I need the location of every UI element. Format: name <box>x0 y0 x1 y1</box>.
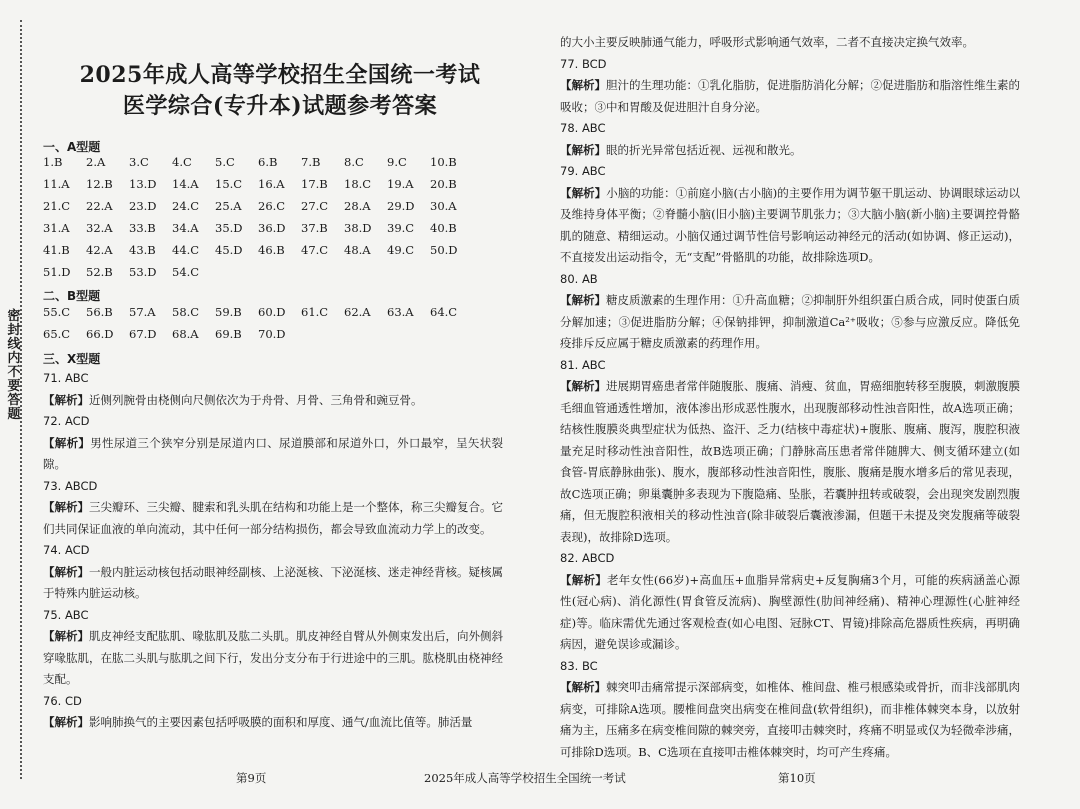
answer-item: 49.C <box>387 243 415 257</box>
answer-item: 17.B <box>301 177 328 191</box>
answer-item: 61.C <box>301 305 329 319</box>
question-explanation <box>560 570 1020 656</box>
answer-item: 38.D <box>344 221 372 235</box>
x-answers-left <box>43 368 503 734</box>
question-answer: 79. ABC <box>560 164 606 178</box>
question-explanation <box>560 677 1020 763</box>
analysis-tag: 【解析】 <box>43 564 89 579</box>
answer-item: 47.C <box>301 243 329 257</box>
question-answer: 75. ABC <box>43 607 89 622</box>
answer-item: 12.B <box>86 177 113 191</box>
answer-item: 58.C <box>172 305 200 319</box>
explanation-text: 一般内脏运动核包括动眼神经副核、上泌涎核、下泌涎核、迷走神经背核。疑核属于特殊内脏运动核。 <box>43 564 503 600</box>
answer-item: 40.B <box>430 221 457 235</box>
answer-item: 69.B <box>215 327 242 341</box>
answer-item: 25.A <box>215 199 242 213</box>
answer-item: 3.C <box>129 155 149 169</box>
question-answer: 83. BC <box>560 658 598 673</box>
question-item <box>560 355 1020 549</box>
binding-note: 密封线内不要答题 <box>7 309 21 422</box>
document-subtitle: 医学综合(专升本)试题参考答案 <box>122 93 438 119</box>
answer-item: 62.A <box>344 305 371 319</box>
explanation-text: 眼的折光异常包括近视、远视和散光。 <box>606 142 802 157</box>
question-item <box>43 605 503 691</box>
explanation-text: 男性尿道三个狭窄分别是尿道内口、尿道膜部和尿道外口，外口最窄，呈矢状裂隙。 <box>43 435 504 471</box>
answer-item: 20.B <box>430 177 457 191</box>
answer-item: 8.C <box>344 155 364 169</box>
explanation-text: 进展期胃癌患者常伴随腹胀、腹痛、消瘦、贫血，胃癌细胞转移至腹膜，刺激腹膜毛细血管通透性增加，液体渗出形成恶性腹水，出现腹部移动性浊音阳性，故A选项正确；结核性腹膜炎典型症状为低热、盗汗、乏力(结核中毒症状)+腹胀、腹痛、腹泻，腹腔积液量充足时移动性浊音阳性，故B选项正确；门静脉高压患者常伴随脾大、侧支循环建立(如食管-胃底静脉曲张)、腹水，腹部移动性浊音阳性，腹胀、腹痛是腹水增多后的常见表现，故C选项正确；卵巢囊肿多表现为下腹隐痛、坠胀，若囊肿扭转或破裂，会出现突发剧烈腹痛，但无腹腔积液相关的移动性浊音(除非破裂后囊液渗漏，但题干未提及突发腹痛等破裂表现)，故排除D选项。 <box>560 379 1020 544</box>
left-page <box>0 0 520 809</box>
section-x-heading: 三、X型题 <box>43 352 101 366</box>
answer-item: 37.B <box>301 221 328 235</box>
answer-item: 66.D <box>86 327 114 341</box>
question-explanation <box>560 376 1020 548</box>
answer-item: 63.A <box>387 305 414 319</box>
analysis-tag: 【解析】 <box>560 572 607 587</box>
answer-item: 59.B <box>215 305 242 319</box>
answer-item: 9.C <box>387 155 407 169</box>
question-explanation <box>43 433 503 476</box>
section-b-heading: 二、B型题 <box>43 289 101 303</box>
question-explanation <box>43 562 503 605</box>
question-answer: 74. ACD <box>43 543 90 557</box>
question-explanation <box>560 140 1020 162</box>
answer-item: 55.C <box>43 305 71 319</box>
analysis-tag: 【解析】 <box>560 142 606 157</box>
answer-item: 51.D <box>43 265 71 279</box>
analysis-tag: 【解析】 <box>560 78 606 92</box>
question-answer: 71. ABC <box>43 371 89 385</box>
explanation-text: 三尖瓣环、三尖瓣、腱索和乳头肌在结构和功能上是一个整体，称三尖瓣复合。它们共同保证血液的单向流动，其中任何一部分结构损伤，都会导致血流动力学上的改变。 <box>43 500 503 536</box>
document-title: 2025年成人高等学校招生全国统一考试 <box>79 62 481 88</box>
question-answer: 73. ABCD <box>43 478 98 493</box>
question-explanation <box>43 626 503 691</box>
answer-item: 46.B <box>258 243 285 257</box>
answer-item: 27.C <box>301 199 329 213</box>
answer-item: 28.A <box>344 199 371 213</box>
page-number-10: 第10页 <box>778 771 816 785</box>
answer-item: 43.B <box>129 243 156 257</box>
answer-item: 29.D <box>387 199 415 213</box>
analysis-tag: 【解析】 <box>43 435 91 450</box>
answer-item: 5.C <box>215 155 235 169</box>
explanation-text: 近侧列腕骨由桡侧向尺侧依次为于舟骨、月骨、三角骨和豌豆骨。 <box>89 392 423 407</box>
answer-item: 45.D <box>215 243 243 257</box>
answer-item: 64.C <box>430 305 458 319</box>
explanation-text: 棘突叩击痛常提示深部病变，如椎体、椎间盘、椎弓根感染或骨折，而非浅部肌肉病变，可排除A选项。腰椎间盘突出病变在椎间盘(软骨组织)，而非椎体棘突本身，以放射痛为主，压痛多在病变椎间隙的棘突旁，直接叩击棘突时，疼痛不明显或仅为轻微牵涉痛，可排除D选项。B、C选项在直接叩击椎体棘突时，均可产生疼痛。 <box>560 680 1020 759</box>
answer-item: 13.D <box>129 177 157 191</box>
answer-item: 48.A <box>344 243 371 257</box>
answer-item: 70.D <box>258 327 286 341</box>
answer-item: 52.B <box>86 265 113 279</box>
answer-item: 68.A <box>172 327 199 341</box>
answer-item: 26.C <box>258 199 286 213</box>
answer-item: 11.A <box>43 177 70 191</box>
question-answer: 72. ACD <box>43 414 90 428</box>
answer-item: 18.C <box>344 177 372 191</box>
question-explanation <box>43 497 503 540</box>
explanation-text: 肌皮神经支配肱肌、喙肱肌及肱二头肌。肌皮神经自臂从外侧束发出后，向外侧斜穿喙肱肌，在肱二头肌与肱肌之间下行，发出分支分布于行进途中的三肌。肱桡肌由桡神经支配。 <box>43 629 503 686</box>
answer-item: 36.D <box>258 221 286 235</box>
explanation-text: 糖皮质激素的生理作用：①升高血糖；②抑制肝外组织蛋白质合成，同时使蛋白质分解加速；③促进脂肪分解；④保钠排钾，抑制激道Ca²⁺吸收；⑤参与应激反应。降低免疫排斥反应属于糖皮质激素的药理作用。 <box>560 293 1020 350</box>
question-explanation <box>560 183 1020 269</box>
answer-item: 34.A <box>172 221 199 235</box>
question-answer: 76. CD <box>43 693 82 708</box>
question-item <box>560 656 1020 764</box>
answer-item: 41.B <box>43 243 70 257</box>
question-item <box>560 161 1020 269</box>
explanation-text: 胆汁的生理功能：①乳化脂肪，促进脂肪消化分解；②促进脂肪和脂溶性维生素的吸收；③中和胃酸及促进胆汁自身分泌。 <box>560 78 1020 114</box>
answer-item: 6.B <box>258 155 278 169</box>
answer-item: 60.D <box>258 305 286 319</box>
answer-item: 39.C <box>387 221 415 235</box>
question-item <box>560 118 1020 161</box>
answer-item: 14.A <box>172 177 199 191</box>
answer-item: 33.B <box>129 221 156 235</box>
analysis-tag: 【解析】 <box>43 629 89 643</box>
question-item <box>560 54 1020 119</box>
question-explanation <box>560 75 1020 118</box>
question-explanation <box>43 390 503 412</box>
question-item <box>43 411 503 476</box>
analysis-tag: 【解析】 <box>43 392 89 407</box>
answer-item: 31.A <box>43 221 70 235</box>
answer-item: 42.A <box>86 243 113 257</box>
analysis-tag: 【解析】 <box>43 500 89 514</box>
answer-item: 15.C <box>215 177 243 191</box>
answer-item: 7.B <box>301 155 321 169</box>
answer-item: 23.D <box>129 199 157 213</box>
question-item <box>43 540 503 605</box>
x-answers-right-container <box>560 32 1020 763</box>
x-answers-right <box>560 54 1020 764</box>
answer-item: 1.B <box>43 155 63 169</box>
question-explanation <box>560 290 1020 355</box>
answer-item: 53.D <box>129 265 157 279</box>
answer-item: 19.A <box>387 177 414 191</box>
explanation-text: 小脑的功能：①前庭小脑(古小脑)的主要作用为调节躯干肌运动、协调眼球运动以及维持身体平衡；②脊髓小脑(旧小脑)主要调节肌张力；③大脑小脑(新小脑)主要调控骨骼肌的随意、精细运动。小脑仅通过调节性信号影响运动神经元的活动(如协调、修正运动)，不直接发出运动指令，无“支配”骨骼肌的功能，故排除选项D。 <box>560 185 1020 264</box>
answer-item: 30.A <box>430 199 457 213</box>
analysis-tag: 【解析】 <box>560 185 607 200</box>
continued-explanation: 的大小主要反映肺通气能力，呼吸形式影响通气效率，二者不直接决定换气效率。 <box>560 35 974 49</box>
answer-item: 21.C <box>43 199 71 213</box>
question-item <box>43 691 503 734</box>
explanation-text: 老年女性(66岁)+高血压+血脂异常病史+反复胸痛3个月，可能的疾病涵盖心源性(冠心病)、消化源性(胃食管反流病)、胸壁源性(肋间神经痛)、精神心理源性(心脏神经症)等。临床需优先通过客观检查(如心电图、冠脉CT、胃镜)排除高危器质性疾病，再明确病因，避免误诊或漏诊。 <box>560 572 1021 651</box>
question-answer: 81. ABC <box>560 357 606 372</box>
answer-item: 65.C <box>43 327 71 341</box>
answer-item: 50.D <box>430 243 458 257</box>
answer-item: 35.D <box>215 221 243 235</box>
answer-item: 67.D <box>129 327 157 341</box>
answer-item: 54.C <box>172 265 200 279</box>
footer-exam-name: 2025年成人高等学校招生全国统一考试 <box>424 771 626 785</box>
analysis-tag: 【解析】 <box>560 293 606 307</box>
section-a-heading: 一、A型题 <box>43 140 101 154</box>
question-answer: 82. ABCD <box>560 551 615 565</box>
question-item <box>43 476 503 541</box>
question-item <box>560 269 1020 355</box>
analysis-tag: 【解析】 <box>43 715 89 729</box>
answer-item: 22.A <box>86 199 113 213</box>
answer-item: 4.C <box>172 155 192 169</box>
question-answer: 77. BCD <box>560 56 607 71</box>
question-answer: 80. AB <box>560 271 598 286</box>
question-answer: 78. ABC <box>560 121 606 135</box>
answer-item: 57.A <box>129 305 156 319</box>
question-item <box>43 368 503 411</box>
answer-item: 44.C <box>172 243 200 257</box>
answer-item: 32.A <box>86 221 113 235</box>
answer-item: 24.C <box>172 199 200 213</box>
page-number-9: 第9页 <box>236 771 267 785</box>
answer-item: 16.A <box>258 177 285 191</box>
answer-item: 56.B <box>86 305 113 319</box>
question-explanation <box>43 712 503 734</box>
question-item <box>560 548 1020 656</box>
analysis-tag: 【解析】 <box>560 379 606 393</box>
answer-item: 10.B <box>430 155 457 169</box>
analysis-tag: 【解析】 <box>560 680 606 694</box>
explanation-text: 影响肺换气的主要因素包括呼吸膜的面积和厚度、通气/血流比值等。肺活量 <box>89 715 473 729</box>
answer-item: 2.A <box>86 155 106 169</box>
